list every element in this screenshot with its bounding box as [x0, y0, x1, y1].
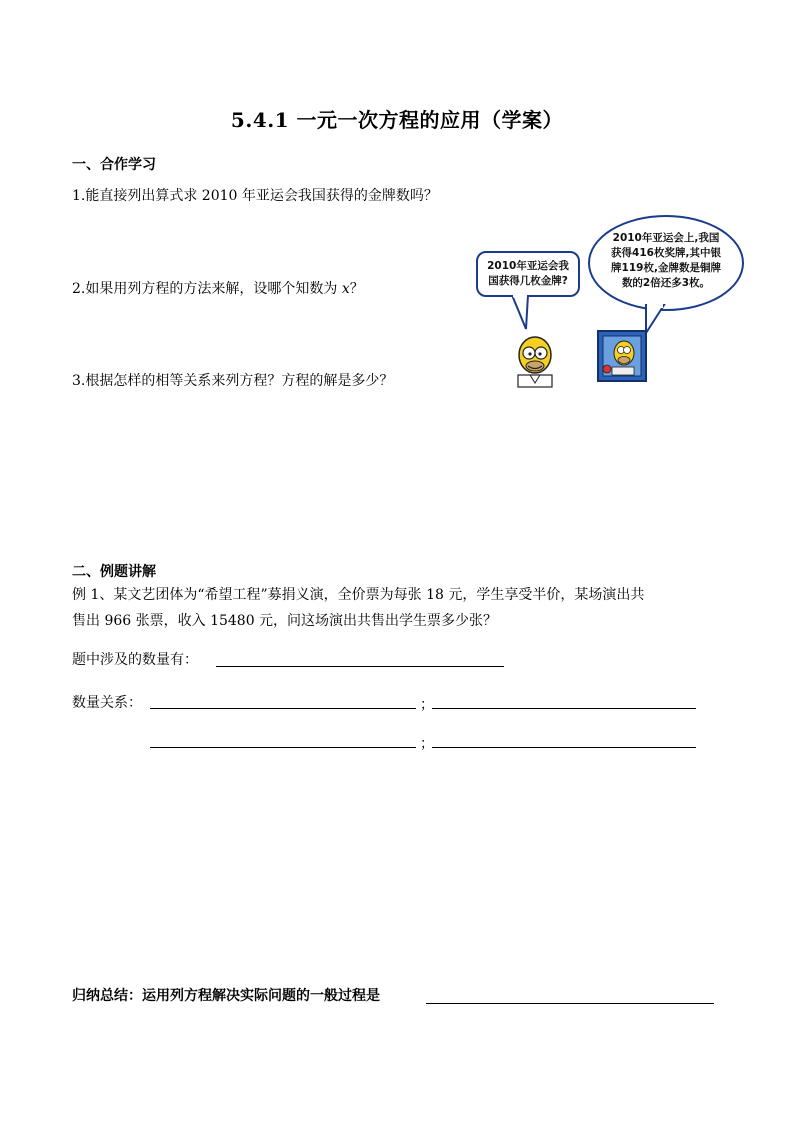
tv-screen-icon	[596, 329, 648, 385]
question-3: 3.根据怎样的相等关系来列方程？方程的解是多少？	[72, 373, 394, 389]
section-heading-example-explanation: 二、例题讲解	[72, 564, 156, 580]
bubble-tail-left	[506, 295, 536, 335]
section-heading-cooperative-learning: 一、合作学习	[72, 157, 156, 173]
answer-speech-bubble	[588, 215, 744, 311]
cartoon-illustration	[470, 215, 750, 390]
quantities-label: 题中涉及的数量有：	[72, 652, 198, 668]
relation-blank-3[interactable]	[150, 747, 416, 748]
summary-blank[interactable]	[426, 1003, 714, 1004]
question-2-suffix: ？	[349, 281, 364, 297]
separator-1: ；	[420, 697, 434, 713]
separator-2: ；	[420, 736, 434, 752]
page-title: 5.4.1 一元一次方程的应用（学案）	[230, 108, 564, 132]
question-1: 1.能直接列出算式求 2010 年亚运会我国获得的金牌数吗？	[72, 188, 438, 204]
relation-blank-1[interactable]	[150, 708, 416, 709]
variable-x: x	[341, 281, 350, 297]
cartoon-face-icon	[508, 333, 562, 389]
summary-label: 归纳总结：运用列方程解决实际问题的一般过程是	[72, 988, 380, 1004]
question-speech-bubble	[476, 251, 580, 297]
quantities-blank[interactable]	[216, 666, 504, 667]
question-bubble-text: 2010年亚运会我国获得几枚金牌?	[487, 260, 569, 287]
relation-blank-4[interactable]	[432, 747, 696, 748]
question-2	[72, 276, 364, 302]
example-1-line-2: 售出 966 张票，收入 15480 元，问这场演出共售出学生票多少张？	[72, 613, 498, 629]
relations-label: 数量关系：	[72, 695, 142, 711]
relation-blank-2[interactable]	[432, 708, 696, 709]
example-1-line-1: 例 1、某文艺团体为“希望工程”募捐义演，全价票为每张 18 元，学生享受半价，某场演出共	[72, 587, 645, 603]
question-2-text: 2.如果用列方程的方法来解，设哪个知数为	[72, 281, 338, 297]
answer-bubble-text: 2010年亚运会上,我国获得416枚奖牌,其中银牌119枚,金牌数是铜牌数的2倍还多3枚。	[611, 232, 721, 289]
